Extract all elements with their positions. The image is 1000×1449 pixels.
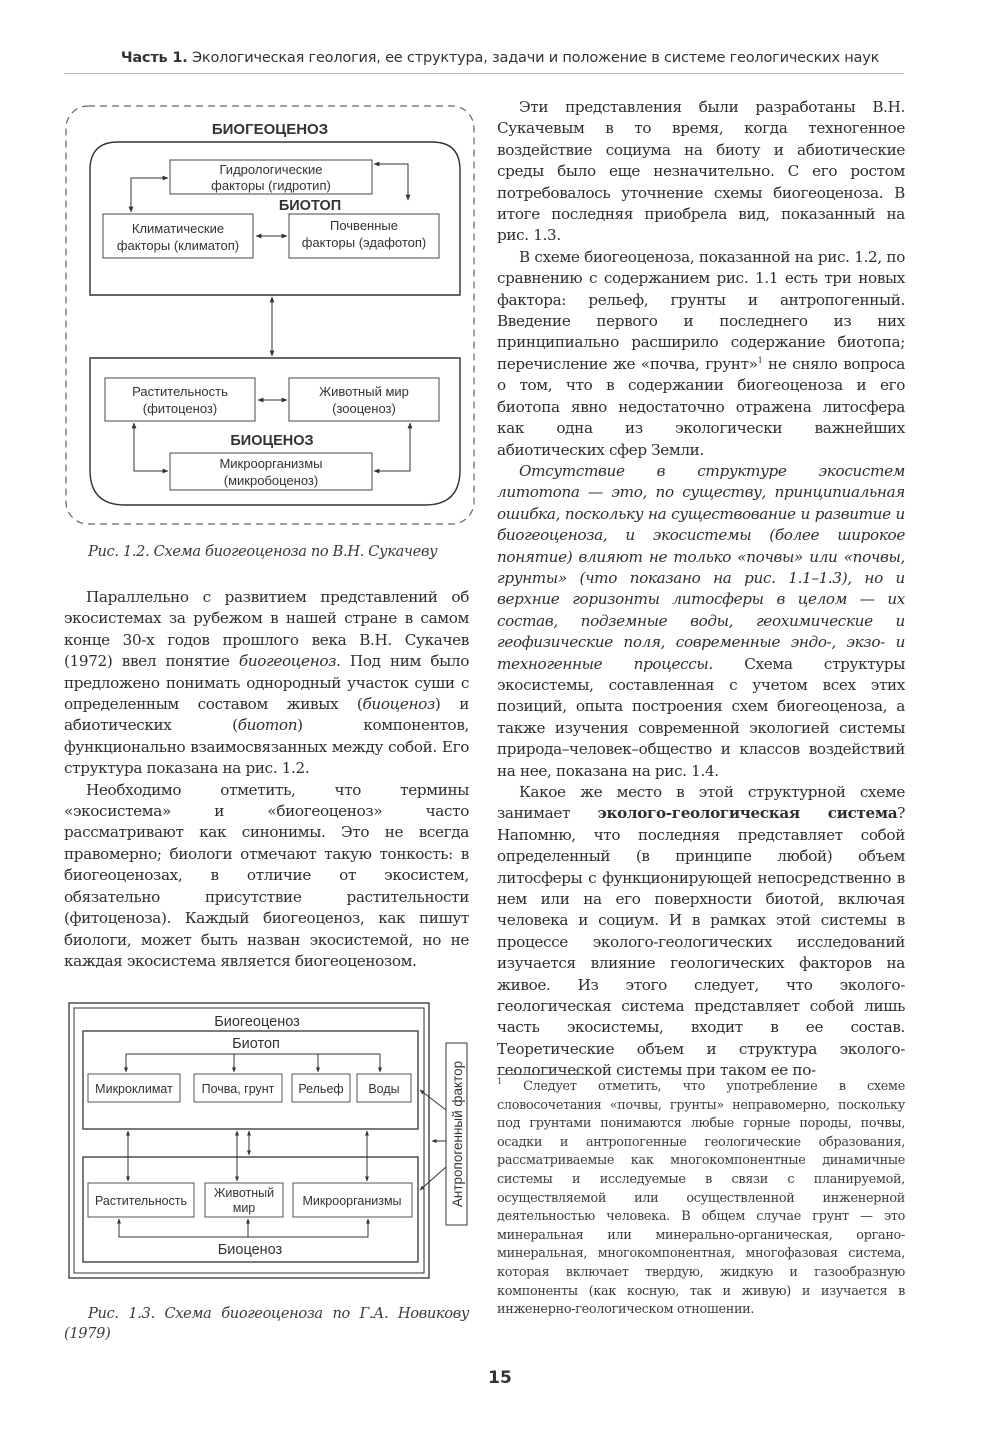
figure-1-2-caption: Рис. 1.2. Схема биогеоценоза по В.Н. Сукачеву (88, 543, 438, 560)
biotop-title: БИОТОП (278, 198, 342, 214)
paragraph: Отсутствие в структуре экосистем литотопа — это, по существу, принципиальная ошибка, поскольку на существование и развитие и биогеоценоза, и экосистемы (более широкое понятие) влияют не только «почвы» или «почвы, грунты» (что показано на рис. 1.1–1.3), но и верхние горизонты литосферы в целом — их состав, подземные воды, геохимические и геофизические поля, современные эндо-, экзо- и техногенные процессы. Схема структуры экосистемы, составленная с учетом всех этих позиций, опыта построения схем биогеоценоза, а также изучения современной экологией системы природа–человек–общество и классов воздействий на нее, показана на рис. 1.4. (497, 461, 905, 780)
biocenoz-feedback-line (119, 1219, 368, 1237)
chapter-title: Экологическая геология, ее структура, задачи и положение в системе геологических наук (191, 50, 880, 66)
biotop-box-climate-line2: факторы (климатоп) (116, 238, 240, 253)
figure-1-3-diagram (60, 995, 485, 1285)
biotop-box-soil-label: Почва, грунт (201, 1082, 275, 1096)
biocenoz-title: БИОЦЕНОЗ (230, 433, 314, 449)
biocenoz-box-fauna-line2: (зооценоз) (332, 401, 396, 416)
paragraph: Эти представления были разработаны В.Н. Сукачевым в то время, когда техногенное воздействие социума на биоту и абиотические среды было еще незначительно. С его ростом потребовалось уточнение схемы биогеоценоза. В итоге последняя приобрела вид, показанный на рис. 1.3. (497, 98, 905, 245)
biocenoz-box-fauna-line1: Животный (213, 1186, 275, 1200)
biotop-title: Биотоп (232, 1036, 280, 1052)
arrow-flora-micro (134, 423, 168, 471)
left-column-text (64, 587, 469, 972)
footnote-rule (497, 1074, 587, 1075)
key-term: эколого-геологическая система (597, 804, 898, 823)
page-number: 15 (488, 1368, 512, 1388)
arrow-hydro-climate (131, 178, 168, 212)
biotop-box-water-label: Воды (368, 1082, 400, 1096)
biotop-box-soil-line2: факторы (эдафотоп) (301, 235, 427, 250)
running-head (70, 50, 930, 66)
header-rule (64, 73, 904, 74)
biocenoz-box-flora-label: Растительность (94, 1194, 188, 1208)
paragraph: Необходимо отметить, что термины «экосистема» и «биогеоценоз» часто рассматривают как синонимы. Это не всегда правомерно; биологи отмечают такую тонкость: в биогеоценозах, в отличие от экосистем, обязательно присутствие растительности (фитоценоза). Каждый биогеоценоз, как пишут биологи, может быть назван экосистемой, но не каждая экосистема является биогеоценозом. (64, 780, 469, 970)
biotop-box-relief-label: Рельеф (298, 1082, 344, 1096)
biocenoz-box-micro-line2: (микробоценоз) (223, 473, 319, 488)
biogeocenoz-title: Биогеоценоз (214, 1014, 300, 1030)
biogeocenoz-title: БИОГЕОЦЕНОЗ (211, 121, 329, 138)
footnote-ref[interactable]: 1 (757, 355, 763, 365)
biotop-box-climate-line1: Климатические (131, 221, 225, 236)
arrow-fauna-micro (374, 423, 410, 471)
paragraph: Параллельно с развитием представлений об экосистемах за рубежом в нашей стране в самом конце 30-х годов прошлого века В.Н. Сукачев (1972) ввел понятие биогеоценоз. Под ним было предложено понимать однородный участок суши с определенным составом живых (биоценоз) и абиотических (биотоп) компонентов, функционально взаимосвязанных между собой. Его структура показана на рис. 1.2. (64, 588, 469, 778)
anthropogenic-factor-label: Антропогенный фактор (450, 1060, 465, 1208)
paragraph: Какое же место в этой структурной схеме занимает эколого-геологическая система? Напомню, что последняя представляет собой определенный (в принципе любой) объем литосферы с функционирующей непосредственно в нем или на его поверхности биотой, включая человека и социум. И в рамках этой системы в процессе эколого-геологических исследований изучается влияние геологических факторов на живое. Из этого следует, что эколого-геологическая система представляет собой лишь часть экосистемы, входит в ее состав. Теоретические объем и структура эколого-геологической системы при таком ее по- (497, 783, 905, 1080)
footnote-marker: 1 (497, 1077, 502, 1086)
biocenoz-box-flora-line2: (фитоценоз) (142, 401, 218, 416)
biotop-box-hydro-line2: факторы (гидротип) (211, 178, 331, 193)
biocenoz-box-fauna-line2: мир (232, 1201, 256, 1215)
figure-1-3-caption: Рис. 1.3. Схема биогеоценоза по Г.А. Новикову (1979) (64, 1305, 469, 1342)
footnote-text: Следует отметить, что употребление в схеме словосочетания «почвы, грунты» неправомерно, поскольку под грунтами понимаются любые горные породы, почвы, осадки и антропогенные геологические образования, рассматриваемые как многокомпонентные динамичные системы и исследуемые в связи с планируемой, осуществляемой или осуществленной инженерной деятельностью человека. В общем случае грунт — это минеральная или минерально-органическая, органо-минеральная, многокомпонентная, многофазовая система, которая включает твердую, жидкую и газообразную компоненты (как косную, так и живую) и изучается в инженерно-геологическом отношении. (497, 1079, 905, 1318)
right-column-text (497, 97, 905, 1082)
biotop-box-microclimate-label: Микроклимат (95, 1082, 173, 1096)
biocenoz-box-flora-line1: Растительность (132, 384, 228, 399)
biocenoz-box-micro-label: Микроорганизмы (302, 1194, 402, 1208)
part-label: Часть 1. (120, 50, 188, 66)
biocenoz-title: Биоценоз (217, 1242, 283, 1258)
biotop-box-hydro-line1: Гидрологические (219, 162, 323, 177)
biotop-box-soil-line1: Почвенные (330, 218, 398, 233)
paragraph: В схеме биогеоценоза, показанной на рис. 1.2, по сравнению с содержанием рис. 1.1 есть три новых фактора: рельеф, грунты и антропогенный. Введение первого и последнего из них принципиально расширило содержание биотопа; перечисление же «почва, грунт»$^1$ не сняло вопроса о том, что в содержании биогеоценоза и его биотопа явно недостаточно отражена литосфера как одна из экологически важнейших абиотических сфер Земли. (497, 247, 905, 459)
arrow-hydro-soil (374, 164, 408, 200)
footnote (497, 1078, 905, 1320)
figure-1-2-diagram (60, 100, 480, 530)
biocenoz-box-fauna-line1: Животный мир (319, 384, 409, 399)
biocenoz-box-micro-line1: Микроорганизмы (219, 456, 323, 471)
